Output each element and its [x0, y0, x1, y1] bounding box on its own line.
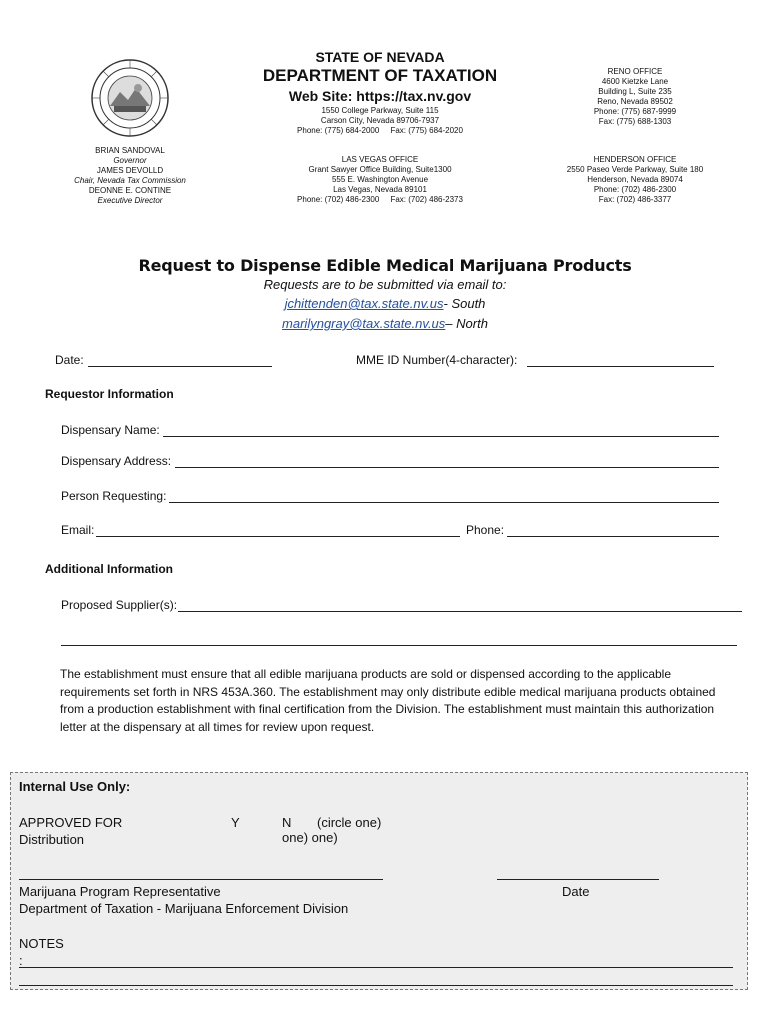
circle-one-duplicate: one) one) — [282, 830, 338, 845]
email-north-line — [0, 316, 770, 331]
reno-office-phone: Phone: (775) 687-9999 — [593, 107, 677, 116]
suppliers-field-line2[interactable] — [61, 645, 737, 646]
phone-label: Phone: — [466, 523, 505, 537]
dispensary-name-label: Dispensary Name: — [61, 423, 160, 437]
main-office-address1: 1550 College Parkway, Suite 115 — [321, 106, 439, 115]
officials-block — [50, 146, 210, 206]
las-vegas-office-line3: Las Vegas, Nevada 89101 — [333, 185, 427, 194]
internal-heading: Internal Use Only: — [19, 779, 131, 794]
requestor-heading: Requestor Information — [45, 387, 174, 401]
henderson-office-block — [545, 155, 725, 205]
henderson-office-name: HENDERSON OFFICE — [593, 155, 677, 164]
submission-instructions: Requests are to be submitted via email to: — [263, 277, 507, 292]
mme-id-label: MME ID Number(4-character): — [356, 353, 518, 367]
reno-office-line1: 4600 Kietzke Lane — [601, 77, 669, 86]
person-requesting-field[interactable] — [169, 502, 719, 503]
reno-office-fax: Fax: (775) 688-1303 — [598, 117, 672, 126]
dispensary-address-label: Dispensary Address: — [61, 454, 172, 468]
approved-label — [19, 814, 122, 848]
additional-heading: Additional Information — [45, 562, 173, 576]
website-line: Web Site: https://tax.nv.gov — [288, 88, 472, 104]
date-field[interactable] — [88, 366, 272, 367]
internal-use-box — [10, 772, 748, 990]
notes-colon: : — [19, 953, 23, 968]
henderson-office-fax: Fax: (702) 486-3377 — [598, 195, 672, 204]
chair-name: JAMES DEVOLLD — [96, 166, 164, 175]
reno-office-line3: Reno, Nevada 89502 — [597, 97, 673, 106]
representative-label — [19, 883, 348, 917]
reno-office-name: RENO OFFICE — [607, 67, 663, 76]
email-south-suffix: - South — [443, 296, 486, 311]
las-vegas-office-phone: Phone: (702) 486-2300 Fax: (702) 486-2373 — [297, 195, 463, 204]
las-vegas-office-line1: Grant Sawyer Office Building, Suite1300 — [308, 165, 452, 174]
requirements-paragraph: The establishment must ensure that all edible marijuana products are sold or dispensed according to the applicable requirements set forth in NRS 453A.360. The establishment may only distribute edible medical marijuana products obtained from a production establishment with final certification from the Division. The establishment must maintain this authorization letter at the dispensary at all times for review upon request. — [60, 667, 716, 734]
email-south-link[interactable]: jchittenden@tax.state.nv.us — [284, 296, 444, 311]
representative-signature-field[interactable] — [19, 879, 383, 880]
chair-title: Chair, Nevada Tax Commission — [74, 176, 186, 185]
reno-office-block — [565, 67, 705, 127]
las-vegas-office-block — [260, 155, 500, 205]
state-name: STATE OF NEVADA — [315, 49, 445, 65]
form-title: Request to Dispense Edible Medical Marijuana Products — [138, 256, 632, 275]
notes-label — [19, 935, 64, 969]
henderson-office-line2: Henderson, Nevada 89074 — [587, 175, 683, 184]
person-requesting-label: Person Requesting: — [61, 489, 167, 503]
mme-id-field[interactable] — [527, 366, 714, 367]
phone-field[interactable] — [507, 536, 719, 537]
email-label: Email: — [61, 523, 95, 537]
main-office-phone: Phone: (775) 684-2000 Fax: (775) 684-2020 — [297, 126, 463, 135]
department-name: DEPARTMENT OF TAXATION — [262, 66, 498, 85]
main-office-block — [260, 106, 500, 136]
suppliers-field[interactable] — [178, 611, 742, 612]
dispensary-name-field[interactable] — [163, 436, 719, 437]
approval-date-label: Date — [562, 884, 590, 899]
notes-field-line1[interactable] — [19, 967, 733, 968]
las-vegas-office-line2: 555 E. Washington Avenue — [331, 175, 429, 184]
dispensary-address-field[interactable] — [175, 467, 719, 468]
approved-line2: Distribution — [19, 832, 85, 847]
henderson-office-phone: Phone: (702) 486-2300 — [593, 185, 677, 194]
governor-name: BRIAN SANDOVAL — [95, 146, 165, 155]
approval-date-field[interactable] — [497, 879, 659, 880]
approved-line1: APPROVED FOR — [19, 815, 123, 830]
yes-option[interactable]: Y — [231, 815, 240, 830]
email-north-link[interactable]: marilyngray@tax.state.nv.us — [282, 316, 446, 331]
main-office-address2: Carson City, Nevada 89706-7937 — [320, 116, 440, 125]
email-field[interactable] — [96, 536, 460, 537]
no-option[interactable]: N — [282, 815, 292, 830]
director-title: Executive Director — [97, 196, 163, 205]
suppliers-label: Proposed Supplier(s): — [61, 598, 178, 612]
notes-label-text: NOTES — [19, 936, 64, 951]
email-south-line — [0, 296, 770, 311]
nevada-state-seal-icon — [90, 58, 170, 138]
henderson-office-line1: 2550 Paseo Verde Parkway, Suite 180 — [566, 165, 704, 174]
las-vegas-office-name: LAS VEGAS OFFICE — [341, 155, 419, 164]
representative-line1: Marijuana Program Representative — [19, 884, 221, 899]
representative-line2: Department of Taxation - Marijuana Enforcement Division — [19, 901, 349, 916]
notes-field-line2[interactable] — [19, 985, 733, 986]
director-name: DEONNE E. CONTINE — [88, 186, 172, 195]
reno-office-line2: Building L, Suite 235 — [598, 87, 672, 96]
circle-one-note: (circle one) — [317, 815, 382, 830]
email-north-suffix: – North — [445, 316, 488, 331]
date-label: Date: — [55, 353, 84, 367]
governor-title: Governor — [113, 156, 147, 165]
